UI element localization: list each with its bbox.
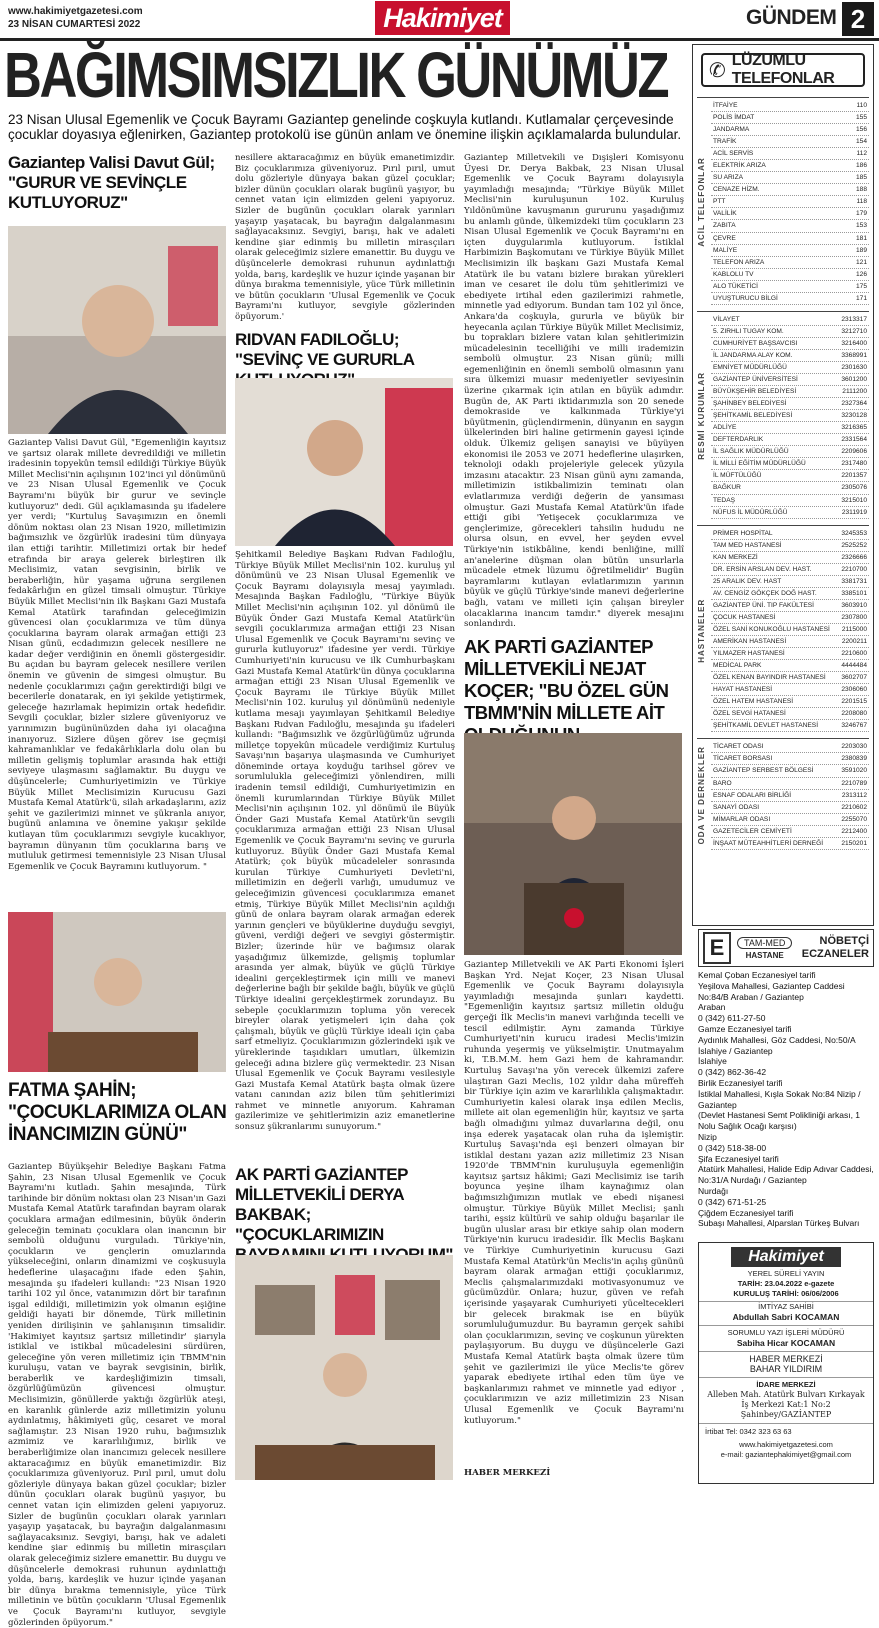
phone-row [711,838,869,850]
phone-row [711,257,869,269]
phone-row-label: TİCARET ODASI [713,743,764,751]
fadiloglu-body: Şehitkamil Belediye Başkanı Rıdvan Fadıloğlu, Türkiye Büyük Millet Meclisi'nin 102. kuruluş yıl dönümünü ve 23 Nisan Ulusal Egemenlik ve Çocuk Bayramı dolayısıyla mesaj yayımladı. Mesajında Başkan Fadıloğlu, "Türkiye Büyük Millet Meclisi'nin açılışının 102. yıl dönümü ile Büyük Önder Gazi Mustafa Kemal Atatürk'ün sevgili çocuklarımıza armağan ettiği 23 Nisan Ulusal Egemenlik ve Çocuk Bayramı'nı sevinç ve gururla kutluyoruz" ifadesine yer verdi. Türkiye Cumhuriyeti'nin kurucusu ve ilk Cumhurbaşkanı Gazi Mustafa Kemal Atatürk'ün dünya çocuklarına armağan ettiği 23 Nisan Ulusal Egemenlik ve Çocuk Bayramı ile Türkiye Büyük Millet Meclisi'nin 102. kuruluş yıl dönümünü nedeniyle kutlama mesajı yayımlayan Şehitkamil Belediye Başkanı Rıdvan Fadıloğlu, mesajında şu ifadeleri kullandı: "Bağımsızlık ve özgürlüğümüz uğrunda milletçe topyekûn mücadele verdiğimiz Kurtuluş Savaşı'nın başarıya ulaşmasında ve Cumhuriyet döneminde ortaya koyduğu tarihsel görev ve sorumlulukla geleceğimizi yönlendiren, milli iradenin temsil edildiği, Cumhuriyetimizin en önemli kurumlarından Türkiye Büyük Millet Meclisi'nin açılışının 102. yıl dönümü ile Büyük Önder Gazi Mustafa Kemal Atatürk'ün sevgili çocuklarımıza armağan ettiği 23 Nisan Ulusal Egemenlik ve Çocuk Bayramı'nı sevinç ve gururla kutluyoruz. Büyük Önder Gazi Mustafa Kemal Atatürk; çok büyük mücadeleler sonrasında kurulan Türkiye Cumhuriyeti Devleti'ni, milletimizin en değerli varlığı, umudumuz ve geleceğimizin güvencesi çocuklarımıza emanet etmiş, Türkiye Büyük Millet Meclisi'nin açıldığı günü de onlara bayram olarak armağan ederek yarının gençleri ve büyüklerine duyduğu sevgiyi, güveni, verdiği değeri ve sevgiyi göstermiştir. Bizler; üzerinde hür ve bağımsız olarak yaşadığımız ülkemizde, gelişmiş toplumlar arasında yer almak, büyük ve güçlü Türkiye idealini gerçekleştirmek için milli ve manevi değerlerine bağlı bir şekilde bağlı, büyük ve güçlü Türkiye idealini gerçekleştirmek zorundayız. Bu sebeple çocuklarımızın topluma yön verecek bireyler olarak yetişmeleri için daha çok çalışmalı, büyük ve güçlü Türkiye ideali için çaba sarf etmeliyiz. Çocuklarımızın gözlerindeki ışık ve yüreklerinde taşıdıkları umutları, ülkemizin geleceği adına bizlere güç vermektedir. 23 Nisan Ulusal Egemenlik ve Çocuk Bayramı vesilesiyle Gazi Mustafa Kemal Atatürk başta olmak üzere vatanı canından aziz bilen tüm şehitlerimizi rahmet ve minnetle anıyorum. Kahraman gazilerimize ve şehitlerimizin aziz emanetlerine sonsuz şükranlarımı sunuyorum." [235,550,455,1133]
phone-row-number: 189 [855,246,867,254]
phone-row-number: 112 [856,150,867,158]
phone-row-number: 185 [855,174,867,182]
phone-row-label: ÖZEL HATEM HASTANESİ [713,698,794,706]
phone-row [711,552,869,564]
phone-row-number: 2150201 [841,839,867,847]
phone-row [711,612,869,624]
kocer-photo [464,733,682,955]
editor-label: SORUMLU YAZI İŞLERİ MÜDÜRÜ [727,1328,845,1337]
imprint-subtitle: YEREL SÜRELİ YAYIN [747,1269,825,1278]
phone-row-number: 2525252 [841,541,867,549]
phone-row-number: 154 [855,138,867,146]
phone-row [711,507,869,519]
phone-row [711,588,869,600]
issue-date: 23 NİSAN CUMARTESİ 2022 [8,19,141,30]
phone-row [711,196,869,208]
gul-body: Gaziantep Valisi Davut Gül, "Egemenliğin kayıtsız ve şartsız olarak millete devredildiği ve milletin iradesinin topyekûn temsil edildiği Türkiye Büyük Millet Meclisi'nin açılışının 102'inci yıl dönümünü ve 23 Nisan Ulusal Egemenlik ve Çocuk Bayramı'nı büyük bir gurur ve sevinçle kutluyoruz" dedi. Gül açıklamasında şu ifadelere yer verdi; "Kurtuluş Savaşımızın en önemli dönüm noktası olan 23 Nisan 1920, milletimizin bağımsızlık ve özgürlük iradesini tüm dünyaya ilan ettiği tarihtir. Milletimizi ortak bir hedef etrafında bir araya gelerek birleştiren ilk Meclisimiz, vatan sevgisinin, birlik ve beraberliğin, hür yaşama uğruna sergilenen fedakârlığın en güzel timsali olmuştur. Türkiye Büyük Millet Meclisi'nin ilk Başkanı Gazi Mustafa Kemal Atatürk tarafından geleceğimizin güvencesi olan çocuklarımıza ve tüm dünya çocuklarına bayram olarak armağan ettiği 23 Nisan günü, ecdadımızın gelecek nesillere ne kadar değer verdiğinin en önemli göstergesidir. Bu açıdan bu bayram gelecek nesillere verilen önemin ve güvenin de simgesi olmuştur. Bu nedenle çocuklarımızı çağın gerektirdiği bilgi ve becerilerle donatarak, en iyi şekilde yetiştirmek, geleceğe hazırlamak hepimizin ortak hedefidir. Sevgili çocuklar, bizler sizlere güveniyoruz ve yarınımızın bugününüzden daha iyi olacağına inanıyoruz. Sizlere düşen görev ise geçmişi kahramanlıklar ve fedakârlıklarla dolu olan bu milletin gelişmiş toplumlar arasında hak ettiği seviyeye ulaşmasını sağlamaktır. Bu duygu ve düşüncelerle; Cumhuriyetimizin ve Türkiye Büyük Millet Meclisimizin Kurucusu Gazi Mustafa Kemal Atatürk'ü, silah arkadaşlarını, aziz şehit ve gazilerimizi minnet ve şükranla anıyor, bugünü anlamına ve önemine yakışır şekilde kutlayan tüm çocuklarımızı sevgiyle kucaklıyor, bayramın dünyanın tüm çocuklarına barış ve mutluluk getirmesi temennisiyle 23 Nisan Ulusal Egemenlik ve Çocuk Bayramını kutluyorum. " [8,438,226,872]
phone-row-number: 181 [855,234,867,242]
sahin-title: FATMA ŞAHİN; "ÇOCUKLARIMIZA OLAN İNANCIMIZIN GÜNÜ" [8,1080,227,1145]
phone-row-number: 2208080 [841,710,867,718]
phone-row [711,220,869,232]
phone-row-label: ŞEHİTKAMİL BELEDİYESİ [713,412,793,420]
sahin-body-cont: nesillere aktaracağımız en büyük emanetimizdir. Biz çocuklarımıza güveniyoruz. Pırıl pırıl, umut dolu gözleriyle dünyaya bakan güzel çocuklar; bizler dünün çocukları olarak bugünü yaşıyor, bu cennet vatan için elimizden geleni yapıyoruz. Sizler de bugünün çocukları olarak yarınları yaşayıp yaşatacak, bu bayrağın dalgalanmasını sağlayacaksınız. Sevgiyi, barışı, hak ve adaleti kendine şiar edinmiş bu milletin mirasçıları olarak geleceğimiz sizlere emanettir. Bu duygu ve düşüncelerle demokrasi ruhunun aydınlattığı yolda, barış, kardeşlik ve huzur içinde yaşanan bir dünya bırakma temennisiyle, yüce Türk milletinin ve bütün çocukların 'Ulusal Egemenlik ve Çocuk Bayramı'nı kutluyor, sevgiyle gözlerinden öpüyorum.' [235,153,455,322]
phone-row-label: MEDİCAL PARK [713,662,762,670]
phone-row-number: 2313112 [841,791,867,799]
phone-row [711,648,869,660]
phone-row [711,470,869,482]
imprint-box [698,1242,874,1484]
phone-row [711,398,869,410]
site-url[interactable]: www.hakimiyetgazetesi.com [8,6,143,17]
fadiloglu-photo [235,378,453,546]
owner-label: İMTİYAZ SAHİBİ [758,1302,814,1311]
phone-row-number: 3230128 [841,412,867,420]
phone-row-label: BARO [713,779,732,787]
phone-row-label: GAZETECİLER CEMİYETİ [713,827,792,835]
pharmacy-line: Birlik Eczanesiyel tarifi [698,1077,783,1088]
phone-row-number: 2200211 [841,638,867,646]
phone-group [697,97,869,305]
phone-row-label: TEDAŞ [713,496,735,504]
phone-row [711,528,869,540]
pharmacy-title-1: NÖBETÇİ [819,935,869,947]
phone-row-label: UYUŞTURUCU BİLGİ [713,294,778,302]
phone-row-number: 2210789 [841,779,867,787]
phone-row [711,778,869,790]
phone-row [711,148,869,160]
phone-row-number: 3602707 [841,674,867,682]
phone-row-label: JANDARMA [713,126,750,134]
phone-row-label: MİMARLAR ODASI [713,815,771,823]
phone-row [711,410,869,422]
phone-row-label: GAZİANTEP ÜNİ. TIP FAKÜLTESİ [713,601,815,609]
phone-row-number: 2111200 [842,388,867,396]
phone-row-label: İL MÜFTÜLÜĞÜ [713,472,762,480]
phones-header [701,53,865,87]
pharmacy-brand: TAM-MED [737,937,792,949]
phone-row-number: 2201357 [841,472,867,480]
phone-row-label: ÇEVRE [713,234,736,242]
fadiloglu-title: RIDVAN FADILOĞLU; "SEVİNÇ VE GURURLA [235,330,414,369]
phone-row-label: KABLOLU TV [713,270,754,278]
phone-row-label: AV. CENGİZ GÖKÇEK DOĞ HAST. [713,589,817,597]
phone-row [711,753,869,765]
byline: HABER MERKEZİ [464,1468,551,1478]
pharmacy-line: 0 (342) 518-38-00 [698,1142,767,1153]
pharmacy-line: Gamze Eczanesiyel tarifi [698,1023,792,1034]
phone-row-number: 188 [855,186,867,194]
phone-row [711,245,869,257]
pharmacy-brand-sub: HASTANE [745,950,784,960]
pharmacy-line: 0 (342) 671-51-25 [698,1196,767,1207]
phone-row-label: TRAFİK [713,138,737,146]
office-address: Alleben Mah. Atatürk Bulvarı Kırkayak İş Merkezi Kat:1 No:2 Şahinbey/GAZİANTEP [699,1390,873,1424]
phone-row-label: ADLİYE [713,424,737,432]
phone-row-label: CENAZE HİZM. [713,186,760,194]
pharmacy-line: İstiklal Mahallesi, Kışla Sokak No:84 Nizip / Gaziantep [698,1088,861,1110]
pharmacy-line: (Devlet Hastanesi Semt Polikliniği arkası, 1 Nolu Sağlık Ocağı karşısı) [698,1110,861,1132]
phone-row-number: 3381731 [841,577,867,585]
phone-row-number: 2311919 [841,508,867,516]
phone-group-label: ODA VE DERNEKLER [697,746,706,845]
phone-row [711,576,869,588]
pharmacy-line: Aydınlık Mahallesi, Göz Caddesi, No:50/A İslahiye / Gaziantep [698,1034,856,1056]
phone-row-label: VİLAYET [713,315,740,323]
pharmacy-line: Kemal Çoban Eczanesiyel tarifi [698,970,816,980]
phone-row-label: TİCARET BORSASI [713,755,773,763]
phone-row [711,269,869,281]
phone-row [711,564,869,576]
sahin-photo [8,912,226,1072]
portrait-photo-icon [8,912,226,1072]
phone-row [711,636,869,648]
pharmacy-line: Şifa Eczanesiyel tarifi [698,1153,779,1164]
pharmacy-list [698,970,874,1238]
lead-paragraph: 23 Nisan Ulusal Egemenlik ve Çocuk Bayramı Gaziantep genelinde coşkuyla kutlandı. Kutlamalar çerçevesinde çocuklar doyasıya eğlenirken, Gaziantep protokolü ise günün anlam ve önemine ilişkin açıklamalarda bulundular. [8,112,682,142]
phone-row [711,434,869,446]
phone-row [711,326,869,338]
phone-row [711,482,869,494]
phone-row [711,790,869,802]
phone-row-label: AMERİKAN HASTANESİ [713,638,787,646]
imprint-phone: İrtibat Tel: 0342 323 63 63 [705,1427,792,1436]
phone-row [711,281,869,293]
phone-row-label: KAN MERKEZİ [713,553,758,561]
phone-row [711,802,869,814]
phone-row-label: HAYAT HASTANESİ [713,686,773,694]
phone-row [711,160,869,172]
pharmacy-title-2: ECZANELER [801,948,869,960]
phone-row-number: 2313317 [841,315,867,323]
imprint-email[interactable]: e-mail: gaziantephakimiyet@gmail.com [720,1450,852,1459]
phone-row-number: 3212710 [841,327,867,335]
phone-row-label: CUMHURİYET BAŞSAVCISI [713,339,798,347]
phone-row-number: 3385101 [841,589,867,597]
pharmacy-line: 0 (342) 611-27-50 [698,1013,766,1024]
news-label: HABER MERKEZİ [749,1354,823,1364]
phone-row [711,124,869,136]
phone-row [711,814,869,826]
phone-row-label: İNŞAAT MÜTEAHHİTLERİ DERNEĞİ [713,839,824,847]
phone-row-number: 171 [855,294,867,302]
imprint-logo: Hakimiyet [731,1247,841,1267]
section-name: GÜNDEM [746,6,837,29]
phone-row [711,720,869,732]
phone-row-label: ZABITA [713,222,736,230]
pharmacy-line: Yeşilova Mahallesi, Gaziantep Caddesi No:84/B Araban / Gaziantep [698,980,845,1002]
phone-group-label: ACİL TELEFONLAR [697,157,706,248]
phone-row [711,446,869,458]
pharmacy-line: Atatürk Mahallesi, Halide Edip Adıvar Caddesi, No:31/A Nurdağı / Gaziantep [698,1164,874,1186]
phone-row [711,362,869,374]
phone-row-number: 121 [855,258,867,266]
pharmacy-line: Nizip [698,1131,717,1142]
phone-row-label: ÖZEL KENAN BAYINDIR HASTANESİ [713,674,826,682]
phone-row [711,765,869,777]
phone-row-label: TAM MED HASTANESİ [713,541,782,549]
phone-row-label: ELEKTRİK ARIZA [713,162,766,170]
phone-row-number: 2212400 [841,827,867,835]
phone-row-number: 2327364 [841,400,867,408]
portrait-photo-icon [235,1255,453,1480]
phone-row-number: 2201515 [841,698,867,706]
phone-row [711,696,869,708]
phone-groups [697,97,869,856]
phone-row-label: MALİYE [713,246,738,254]
pharmacy-line: İslahiye [698,1056,727,1067]
phones-box [692,44,874,926]
kocer-body: Gaziantep Milletvekili ve AK Parti Ekonomi İşleri Başkan Yrd. Nejat Koçer, 23 Nisan Ulusal Egemenlik ve Çocuk Bayramı dolayısıyla yayımladığı mesajında şunları kaydetti. "Egemenliğin kayıtsız şartsız milletin olduğu gerçeği İlk Meclis'in manevi varlığında tecelli ve tescil edilmiştir. Aynı zamanda Türkiye Cumhuriyeti'nin kurucu iradesi Meclis'imizin ruhunda yeşermiş ve yükselmiştir. Unutmayalım ki, T.B.M.M. hem Gazi hem de kahramandır. Kurtuluş Savaşı'na yön verecek ülkemizi zafere ulaştıran Gazi Meclis, 102 yıldır daha müreffeh bir Türkiye için azim ve kararlılıkla çalışmaktadır. Cumhuriyetin kalesi olarak inşa edilen Meclis, millete ait olan egemenliğin hür, kayıtsız ve şarta bağlı olmadığını yılmaz duvarlarına değil, onu inşa ederek yaşatacak olan ruha da işlemiştir. Kurtuluş Savaşı'nda eşi benzeri olmayan bir istiklal destanı yazan aziz milletimiz 23 Nisan 1920'de TBMM'nin kuruluşuyla egemenliğin kayıtsız şartsız hâkimi; Gazi Meclisimiz ise tarih boyunca yeşine ilham kaynağımız olan bağımsızlığımızın mutlak ve ebedi nişanesi olmuştur. Türkiye Büyük Millet Meclisi; şanlı tarihi, eşsiz kültürü ve sahip olduğu başarılar ile bugün uluslar arası bir etkiye sahip olan modern Türkiye'nin kurucu iradesidir. İlk Meclis Başkanı ve Türkiye Cumhuriyetinin kurucusu Gazi Mustafa Kemal Atatürk'ün Meclis'in açılış gününü bayram olarak armağan ettiği çocuklarımız, Meclis çalışmalarımızdaki motivasyonumuz ve gücümüzdür. Onlara; huzur, güven ve refah içerisinde yaşayarak Cumhuriyeti yüceltecekleri bir gelecek bırakmak ise en büyük sorumluluğumuzdur. Bu bayramın gerçek sahibi olan çocuklarımızın, sevinç ve coşkunun yürekten paylaşıyorum. Bu duygu ve düşüncelerle Gazi Mustafa Kemal Atatürk başta olmak üzere tüm şehit ve gazilerimizi ile yüce Meclis'te görev yaparak ebediyete irtihal eden tüm üye ve başkanlarımızı rahmet ve minnetle yad ediyor , çocuklarımızın ve aziz milletimizin 23 Nisan Ulusal Egemenlik ve Çocuk Bayramı'nı kutluyorum." [464,960,684,1426]
phone-row-number: 3216400 [841,339,867,347]
phone-row-label: GAZİANTEP SERBEST BÖLGESİ [713,767,814,775]
phone-row-number: 2210602 [841,803,867,811]
imprint-web[interactable]: www.hakimiyetgazetesi.com [739,1440,833,1449]
pharmacy-e-icon: E [703,932,731,964]
phone-row-number: 4444484 [841,662,867,670]
phone-row-label: PRİMER HOSPİTAL [713,529,773,537]
phone-row-number: 175 [855,282,867,290]
gul-photo [8,226,226,434]
phone-row-number: 2209606 [841,448,867,456]
portrait-photo-icon [235,378,453,546]
phone-row-label: ESNAF ODALARI BİRLİĞİ [713,791,792,799]
phone-row-label: İL SAĞLIK MÜDÜRLÜĞÜ [713,448,789,456]
phone-row-number: 3246767 [841,722,867,730]
phone-group-label: RESMİ KURUMLAR [697,372,706,461]
phone-row-label: DR. ERSİN ARSLAN DEV. HAST. [713,565,812,573]
editor-name: Sabiha Hicar KOCAMAN [699,1338,873,1352]
pharmacy-line: Çiğdem Eczanesiyel tarifi [698,1207,794,1218]
phone-row-label: ÇOCUK HASTANESİ [713,613,776,621]
phone-row-label: BAĞKUR [713,484,741,492]
phone-group [697,738,869,849]
pharmacy-line: 0 (342) 862-36-42 [698,1067,767,1078]
phone-row-label: EMNİYET MÜDÜRLÜĞÜ [713,363,787,371]
phone-row-number: 3216365 [841,424,867,432]
phone-row-label: ŞEHİTKAMİL DEVLET HASTANESİ [713,722,819,730]
phone-row-number: 2326666 [841,553,867,561]
bakbak-photo [235,1255,453,1480]
phone-row [711,672,869,684]
pharmacy-line: Subaşı Mahallesi, Alparslan Türkeş Bulvarı [698,1218,860,1229]
phone-row-number: 156 [855,126,867,134]
phone-row [711,708,869,720]
phone-group [697,311,869,519]
phone-row [711,422,869,434]
phone-row-number: 2203030 [841,743,867,751]
phone-row [711,233,869,245]
phone-row-number: 3368991 [841,351,867,359]
phone-row-label: POLİS İMDAT [713,114,755,122]
bakbak-body: Gaziantep Milletvekili ve Dışişleri Komisyonu Üyesi Dr. Derya Bakbak, 23 Nisan Ulusal Egemenlik ve Çocuk Bayramı dolayısıyla yayımladığı mesajında; "Türkiye Büyük Millet Meclisi'nin kuruluşunun 102. Kuruluş Yıldönümüne kavuşmanın gururunu yaşadığımız bu anlamlı günde, ülkemizdeki tüm çocukların 23 Nisan Ulusal Egemenlik ve Çocuk Bayramı'nı en içten duygularımla kutluyorum. İstiklal Harbimizin Başkomutanı ve Türkiye Büyük Millet Meclisimizin ilk başkanı Gazi Mustafa Kemal Atatürk ile bu vatanı bizlere bırakan yürekleri iman ve cesaret ile dolu tüm şehitlerimizi ve ebediyete irtihal eden gazilerimizi rahmetle, minnetle yad ediyorum. Bundan tam 102 yıl önce, Ankara'da coşkuyla, gururla ve büyük bir heyecanla açılan Türkiye Büyük Millet Meclisimiz, bu toprakları bizlere vatan kılan şehitlerimizin mücadelesinin tecelliğihi ve milli irademizin sembolü olmuştur. 23 Nisan günü; milli egemenliğinin en önemli sembolü olmasının yanı sıra ülkemizi muasır medeniyetler seviyesinin üzerine çıkarmak için atılan en büyük adımdır. Bugün de, AK Parti iktidarımızla son 20 senede demokraside ve kalkınmada Türkiye'yi büyütmenin, güçlendirmenin, dünyanın en saygın ülkelerinden biri haline getirmenin gayesi içinde olduk. Ülkemiz gelişen sanayisi ve büyüyen ekonomisi ile 2053 ve 2071 hedeflerine ulaşırken, teknoloji odaklı projeleriyle gelecek yüzyıla imzasını atacaktır. 23 Nisan günü aynı zamanda, milletimizin istikbalimizin teminatı olan evlatlarımıza verdiği değerin de yansıması olmuştur. Gazi Mustafa Kemal Atatürk'ün ifade ettiği gibi 'Yetişecek çocuklarımıza ve gençlerimize, görecekleri tahsilin hududu ne olursa olsun, en evvel, her şeyden evvel Türkiye'nin istikbâline, kendi benliğine, millî an'anelerine düşman olan bütün unsurlarla mücadele etmek lüzumu öğretilmelidir' Bugün bayramlarını kutlayan evlatlarımızın yarının büyük ve güçlü Türkiye'sinde manevi değerlerine bağlı, vatanı ve milleti için çalışan bireyler olacaklarına inancım tamdır." diyerek mesajını sonlandırdı. [464,153,684,630]
gul-title: Gaziantep Valisi Davut Gül; "GURUR VE SEVİNÇLE KUTLUYORUZ" [8,153,215,212]
phone-row [711,184,869,196]
portrait-photo-icon [8,226,226,434]
phone-row [711,741,869,753]
phone-row [711,386,869,398]
phone-row [711,495,869,507]
portrait-photo-icon [464,733,682,955]
phone-row-label: İL JANDARMA ALAY KOM. [713,351,793,359]
phone-row-label: NÜFUS İL MÜDÜRLÜĞÜ [713,508,788,516]
office-label: İDARE MERKEZİ [756,1380,816,1389]
phone-row-label: İL MİLLİ EĞİTİM MÜDÜRLÜĞÜ [713,460,806,468]
phone-row-number: 3591020 [841,767,867,775]
phones-title: LÜZUMLU TELEFONLAR [731,52,835,87]
phone-row [711,314,869,326]
phone-row-number: 3245353 [841,529,867,537]
phone-row-number: 2306060 [841,686,867,694]
phone-row-number: 153 [855,222,867,230]
phone-row-number: 3603910 [841,601,867,609]
phone-row [711,660,869,672]
phone-row-number: 2210700 [841,565,867,573]
phone-row-label: ŞAHİNBEY BELEDİYESİ [713,400,787,408]
bakbak-title: AK PARTİ GAZİANTEP MİLLETVEKİLİ DERYA BAKBAK; "ÇOCUKLARIMIZIN [235,1165,408,1244]
phone-row-label: ÖZEL SEVGİ HATANESİ [713,710,786,718]
phone-group [697,525,869,733]
phone-row [711,374,869,386]
phone-row-number: 118 [856,198,867,206]
phone-group-label: HASTANELER [697,597,706,663]
phone-row-number: 2210600 [841,650,867,658]
page-number: 2 [842,2,874,36]
phone-row [711,624,869,636]
phone-row-number: 179 [855,210,867,218]
phone-row [711,458,869,470]
main-headline: BAĞIMSIMSIZLIK GÜNÜMÜZ [4,39,668,111]
phone-row [711,112,869,124]
phone-row-number: 3601200 [841,376,867,384]
phone-row-number: 2380839 [841,755,867,763]
kocer-title: AK PARTİ GAZİANTEP MİLLETVEKİLİ NEJAT KOÇER; "BU ÖZEL GÜN TBMM'NİN MİLLETE AİT [464,636,669,723]
imprint-founded: KURULUŞ TARİHİ: 06/06/2006 [699,1289,873,1302]
phone-row-number: 126 [855,270,867,278]
phone-icon: ✆ [709,58,726,82]
phone-row-label: VALİLİK [713,210,737,218]
phone-row [711,172,869,184]
phone-row-label: SANAYİ ODASI [713,803,760,811]
phone-row-label: ÖZEL SANİ KONUKOĞLU HASTANESİ [713,625,830,633]
phone-row-label: ALO TÜKETİCİ [713,282,758,290]
phone-row [711,540,869,552]
phone-row-label: YILMAZER HASTANESİ [713,650,785,658]
phone-row [711,100,869,112]
phone-row-number: 2301630 [841,363,867,371]
news-name: BAHAR YILDIRIM [699,1364,873,1378]
phone-row-label: TELEFON ARIZA [713,258,765,266]
phone-row-label: ACİL SERVİS [713,150,754,158]
pharmacy-line: Nurdağı [698,1185,729,1196]
pharmacy-line: Araban [698,1002,726,1013]
phone-row [711,208,869,220]
phone-row-label: 25 ARALIK DEV. HAST [713,577,782,585]
phone-row-number: 186 [855,162,867,170]
phone-row-number: 3215010 [841,496,867,504]
phone-row [711,338,869,350]
phone-row-label: PTT [713,198,726,206]
phone-row [711,826,869,838]
phone-row [711,136,869,148]
phone-row [711,684,869,696]
sahin-body: Gaziantep Büyükşehir Belediye Başkanı Fatma Şahin, 23 Nisan Ulusal Egemenlik ve Çocuk Bayramı'nı kutladı. Şahin mesajında, Türk tarihinde bir dönüm noktası olan 23 Nisan'ın Gazi Mustafa Kemal Atatürk tarafından bayram olarak çocuklara armağan edilmesinin, büyük önderin geleceğin teminatı çocuklara olan inancının bir sembolü olduğunu vurguladı. Türkiye'nin, çocukların ve gençlerin omuzlarında yükseleceğini, onların dinamizmi ve coşkusuyla hedeflerine ulaşacağını ifade eden Şahin, mesajında şu ifadeleri kullandı: "23 Nisan 1920 tarihi 102 yıl önce, vatanımızın dört bir tarafının işgal edildiği, milletimizin yok olmanın eşiğine geldiği hayati bir dönemde, Türk milletinin yeniden dirilişinin ve şahlanışının timsalidir. 'Hakimiyet kayıtsız şartsız milletindir' şiarıyla istiklal ve istikbal mücadelesini sürdüren, geleceğine yön veren milletimiz için TBMM'nin kuruluşu, vatan ve bayrak sevgisinin, birlik, beraberlik ve kardeşliğimizin timsali, özgürlüğümüzün güvencesi olmuştur. Meclisimizin, gönüllerde yaktığı özgürlük ateşi, en karanlık günlerde aziz milletimizin yolunu aydınlatmış, hâkimiyeti güç, cesaret ve moral sağlamıştır. 23 Nisan 1920 ruhu, bağımsızlık azmimiz ve kararlılığımız, birlik ve beraberliğimize olan inancımızı gelecek nesillere aktaracağımız en büyük emanetimizdir. Biz çocuklarımıza güveniyoruz. Pırıl pırıl, umut dolu gözleriyle dünyaya bakan güzel çocuklar; bizler dünün çocukları olarak bugünü yaşıyor, bu cennet vatan için elimizden geleni yapıyoruz. Sizler de bugünün çocukları olarak yarınları yaşayıp yaşatacak, bu bayrağın dalgalanmasını sağlayacaksınız. Sevgiyi, barışı, hak ve adaleti kendine şiar edinmiş bu milletin mirasçıları olarak geleceğimiz sizlere emanettir. Bu duygu ve düşüncelerle demokrasi ruhunun aydınlattığı yolda, barış, kardeşlik ve huzur içinde yaşanan bir dünya bırakma temennisiyle, yüce Türk milletinin ve bütün çocukların 'Ulusal Egemenlik ve Çocuk Bayramı'nı kutluyor, sevgiyle gözlerinden öpüyorum." [8,1162,226,1628]
phone-row-label: 5. ZIRHLI TUGAY KOM. [713,327,784,335]
phone-row-number: 2305076 [841,484,867,492]
phone-row-label: İTFAİYE [713,102,738,109]
phone-row-number: 2115000 [841,625,867,633]
phone-row-number: 2255070 [841,815,867,823]
newspaper-logo: Hakimiyet [375,1,510,35]
phone-row-label: DEFTERDARLIK [713,436,764,444]
phone-row [711,293,869,305]
phone-row-label: GAZİANTEP ÜNİVERSİTESİ [713,376,798,384]
phone-row-number: 2317480 [841,460,867,468]
pharmacy-header [698,929,874,967]
phone-row [711,350,869,362]
phone-row-label: BÜYÜKŞEHİR BELEDİYESİ [713,388,797,396]
phone-row-number: 2307800 [841,613,867,621]
phone-row-number: 110 [856,102,867,109]
phone-row-number: 155 [855,114,867,122]
owner-name: Abdullah Sabri KOCAMAN [699,1312,873,1326]
phone-row [711,600,869,612]
phone-row-label: SU ARIZA [713,174,744,182]
phone-row-number: 2331564 [841,436,867,444]
imprint-date: TARİH: 23.04.2022 e-gazete [737,1279,835,1288]
